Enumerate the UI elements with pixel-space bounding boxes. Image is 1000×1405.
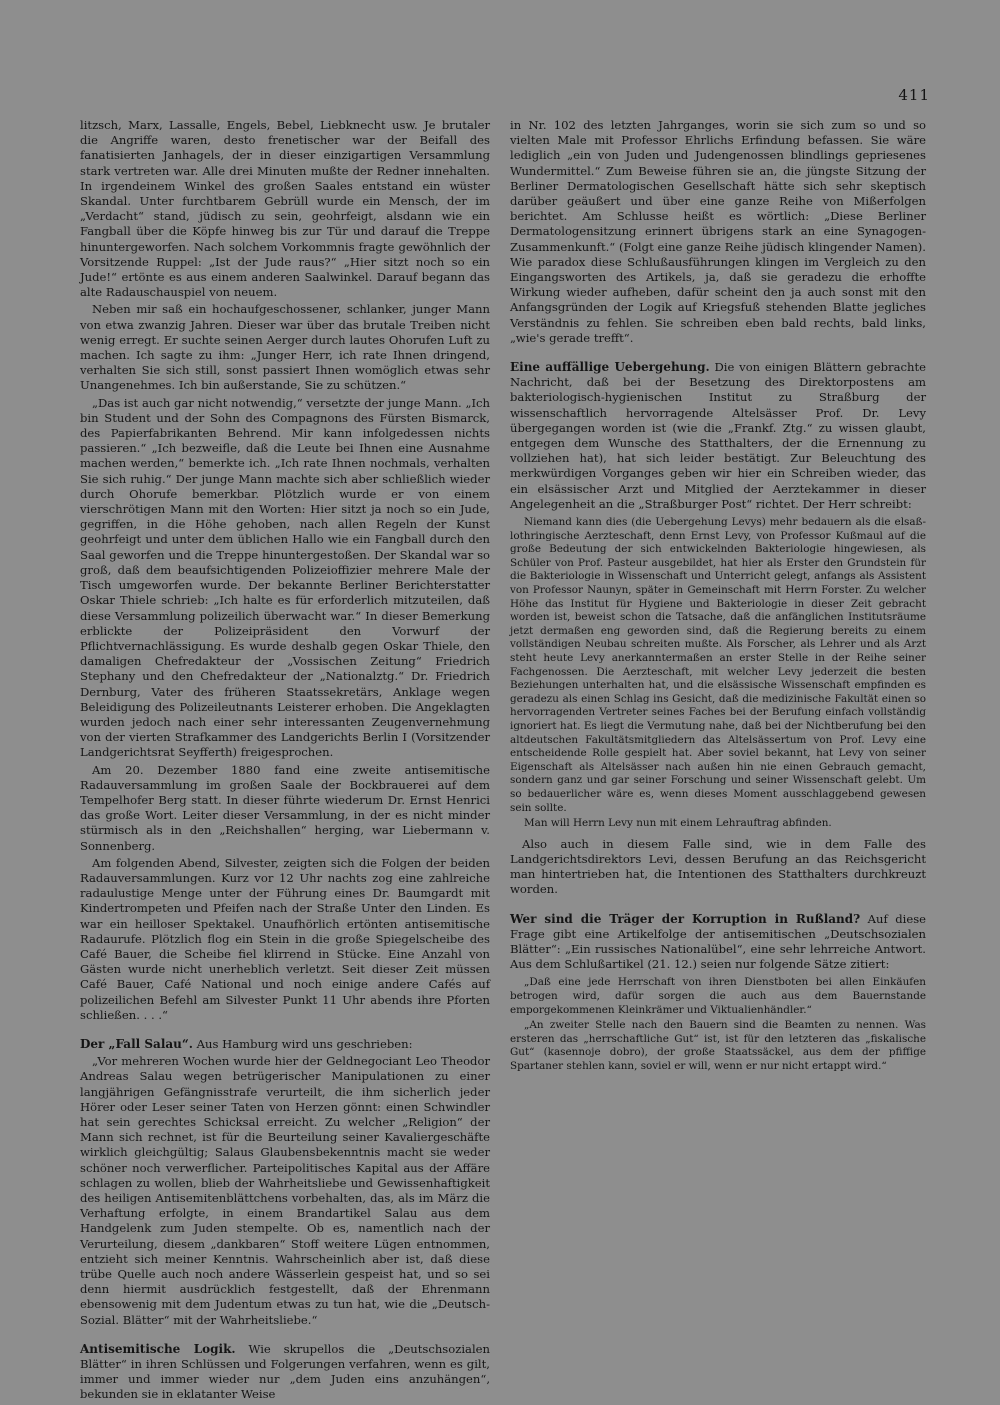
section-fall-salau (80, 1037, 490, 1328)
quote-paragraph: „An zweiter Stelle nach den Bauern sind die Beamten zu nennen. Was ersteren das „herrschaftliche Gut“ ist, ist für den letzteren das „fiskalische Gut“ (kasennoje dobro), der große Staatssäckel, aus dem der pfiffige Spartaner stehlen kann, soviel er will, wenn er nur nicht ertappt wird.“ (510, 1019, 926, 1072)
article-paragraph: Also auch in diesem Falle sind, wie in dem Falle des Landgerichtsdirektors Levi, dessen Berufung an das Reichsgericht man hintertrieben hat, die Intentionen des Statthalters durchkreuzt worden. (510, 836, 926, 897)
section-heading: Wer sind die Träger der Korruption in Rußland? (510, 911, 861, 926)
block-quote (510, 976, 926, 1073)
section-uebergehung (510, 360, 926, 898)
article-paragraph: litzsch, Marx, Lassalle, Engels, Bebel, Liebknecht usw. Je brutaler die Angriffe waren, desto frenetischer war der Beifall des fanatisierten Janhagels, der in dieser einzigartigen Versammlung stark vertreten war. Alle drei Minuten mußte der Redner innehalten. In irgendeinem Winkel des großen Saales entstand ein wüster Skandal. Unter furchtbarem Gebrüll wurde ein Mensch, der im „Verdacht“ stand, jüdisch zu sein, geohrfeigt, alsdann wie ein Fangball über die Köpfe hinweg bis zur Tür und darauf die Treppe hinuntergeworfen. Nach solchem Vorkommnis fragte gewöhnlich der Vorsitzende Ruppel: „Ist der Jude raus?“ „Hier sitzt noch so ein Jude!“ ertönte es aus einem anderen Saalwinkel. Darauf begann das alte Radauschauspiel von neuem. (80, 118, 490, 300)
left-column (80, 118, 490, 1405)
section-heading: Antisemitische Logik. (80, 1341, 236, 1356)
section-korruption (510, 912, 926, 1074)
page-number: 411 (898, 86, 930, 104)
quote-paragraph: Man will Herrn Levy nun mit einem Lehrauftrag abfinden. (524, 817, 832, 830)
quote-paragraph: Niemand kann dies (die Uebergehung Levys) mehr bedauern als die elsaß-lothringische Aerzteschaft, denn Ernst Levy, von Professor Kußmaul auf die große Bedeutung der sich entwickelnden Bakteriologie hingewiesen, als Schüler von Prof. Pasteur ausgebildet, hat hier als Erster den Grundstein für die Bakteriologie in Wissenschaft und Unterricht gelegt, anfangs als Assistent von Professor Naunyn, später in Gemeinschaft mit Herrn Forster. Zu welcher Höhe das Institut für Hygiene und Bakteriologie in dieser Zeit gebracht worden ist, beweist schon die Tatsache, daß die anfänglichen Institutsräume jetzt dermaßen eng geworden sind, daß die Regierung bereits zu einem vollständigen Neubau schreiten mußte. Als Forscher, als Lehrer und als Arzt steht heute Levy anerkanntermaßen an erster Stelle in der Reihe seiner Fachgenossen. Die Aerzteschaft, mit welcher Levy jederzeit die besten Beziehungen unterhalten hat, und die elsässische Wissenschaft empfinden es geradezu als einen Schlag ins Gesicht, daß die medizinische Fakultät einen so hervorragenden Vertreter seines Faches bei der Berufung einfach vollständig ignoriert hat. Es liegt die Vermutung nahe, daß bei der Nichtberufung bei den altdeutschen Fakultätsmitgliedern das Altelsässertum von Prof. Levy eine entscheidende Rolle gespielt hat. Aber soviel bekannt, hat Levy von seiner Eigenschaft als Altelsässer nach außen hin nie einen Gebrauch gemacht, sondern ganz und gar seiner Forschung und seiner Wissenschaft gelebt. Um so bedauerlicher wäre es, wenn dieses Moment ausschlaggebend gewesen sein sollte. (510, 516, 926, 814)
article-paragraph: Neben mir saß ein hochaufgeschossener, schlanker, junger Mann von etwa zwanzig Jahren. Dieser war über das brutale Treiben nicht wenig erregt. Er suchte seinen Aerger durch lautes Ohorufen Luft zu machen. Ich sagte zu ihm: „Junger Herr, ich rate Ihnen dringend, verhalten Sie sich still, sonst passiert Ihnen womöglich etwas sehr Unangenehmes. Ich bin außerstande, Sie zu schützen.“ (80, 302, 490, 393)
section-intro: Aus Hamburg wird uns geschrieben: (196, 1036, 413, 1051)
section-heading: Eine auffällige Uebergehung. (510, 360, 710, 375)
article-paragraph: „Das ist auch gar nicht notwendig,“ versetzte der junge Mann. „Ich bin Student und der Sohn des Compagnons des Fürsten Bismarck, des Papierfabrikanten Behrend. Mir kann infolgedessen nichts passieren.“ „Ich bezweifle, daß die Leute bei Ihnen eine Ausnahme machen werden,“ bemerkte ich. „Ich rate Ihnen nochmals, verhalten Sie sich ruhig.“ Der junge Mann machte sich aber schließlich wieder durch Ohorufe bemerkbar. Plötzlich wurde er von einem vierschrötigen Mann mit den Worten: Hier sitzt ja noch so ein Jude, gegriffen, in die Höhe gehoben, nach allen Regeln der Kunst geohrfeigt und unter dem üblichen Hallo wie ein Fangball durch den Saal geworfen und die Treppe hinuntergestoßen. Der Skandal war so groß, daß dem beaufsichtigenden Polizeioffizier mehrere Male der Tisch umgeworfen wurde. Der bekannte Berliner Berichterstatter Oskar Thiele schrieb: „Ich halte es für erforderlich mitzuteilen, daß diese Versammlung polizeilich überwacht war.“ In dieser Bemerkung erblickte der Polizeipräsident den Vorwurf der Pflichtvernachlässigung. Es wurde deshalb gegen Oskar Thiele, den damaligen Chefredakteur der „Vossischen Zeitung“ Friedrich Stephany und den Chefredakteur der „Nationalztg.“ Dr. Friedrich Dernburg, Vater des früheren Staatssekretärs, Anklage wegen Beleidigung des Polizeileutnants Leisterer erhoben. Die Angeklagten wurden jedoch nach einer sehr interessanten Zeugenvernehmung von der vierten Strafkammer des Landgerichts Berlin I (Vorsitzender Landgerichtsrat Seyfferth) freigesprochen. (80, 395, 490, 760)
article-paragraph: Wie skrupellos die „Deutschsozialen Blätter“ in ihren Schlüssen und Folgerungen verfahren, wenn es gilt, immer und immer wieder nur „dem Juden eins anzuhängen“, bekunden sie in eklatanter Weise (80, 1341, 490, 1402)
block-quote (510, 516, 926, 831)
article-paragraph: Am 20. Dezember 1880 fand eine zweite antisemitische Radauversammlung im großen Saale der Bockbrauerei auf dem Tempelhofer Berg statt. In dieser führte wiederum Dr. Ernst Henrici das große Wort. Leiter dieser Versammlung, in der es nicht minder stürmisch als in den „Reichshallen“ herging, war Liebermann v. Sonnenberg. (80, 762, 490, 853)
section-heading: Der „Fall Salau“. (80, 1036, 193, 1051)
right-column (510, 118, 926, 1080)
article-paragraph: Am folgenden Abend, Silvester, zeigten sich die Folgen der beiden Radauversammlungen. Kurz vor 12 Uhr nachts zog eine zahlreiche radaulustige Menge unter der Führung eines Dr. Baumgardt mit Kindertrompeten und Pfeifen nach der Straße Unter den Linden. Es war ein heilloser Spektakel. Unaufhörlich ertönten antisemitische Radaurufe. Plötzlich flog ein Stein in die große Spiegelscheibe des Café Bauer, die Scheibe fiel klirrend in Stücke. Eine Anzahl von Gästen wurde nicht unerheblich verletzt. Seit dieser Zeit müssen Café Bauer, Café National und noch einige andere Cafés auf polizeilichen Befehl am Silvester Punkt 11 Uhr abends ihre Pforten schließen. . . .“ (80, 855, 490, 1022)
article-paragraph: Auf diese Frage gibt eine Artikelfolge der antisemitischen „Deutschsozialen Blätter“: „Ein russisches Nationalübel“, eine sehr lehrreiche Antwort. Aus dem Schlußartikel (21. 12.) seien nur folgende Sätze zitiert: (510, 911, 927, 972)
article-paragraph: in Nr. 102 des letzten Jahrganges, worin sie sich zum so und so vielten Male mit Professor Ehrlichs Erfindung befassen. Sie wäre lediglich „ein von Juden und Judengenossen blindlings gepriesenes Wundermittel.“ Zum Beweise führen sie an, die jüngste Sitzung der Berliner Dermatologischen Gesellschaft hätte sich sehr skeptisch darüber geäußert und über eine ganze Reihe von Mißerfolgen berichtet. Am Schlusse heißt es wörtlich: „Diese Berliner Dermatologensitzung erinnert übrigens stark an eine Synagogen-Zusammenkunft.“ (Folgt eine ganze Reihe jüdisch klingender Namen). Wie paradox diese Schlußausführungen klingen im Vergleich zu den Eingangsworten des Artikels, ja, daß sie geradezu die erhoffte Wirkung wieder aufheben, dafür scheint den ja auch sonst mit den Anfangsgründen der Logik auf Kriegsfuß stehenden Blatte jegliches Verständnis zu fehlen. Sie schreiben eben bald rechts, bald links, „wie's gerade trefft“. (510, 118, 926, 345)
quote-paragraph: „Daß eine jede Herrschaft von ihren Dienstboten bei allen Einkäufen betrogen wird, dafür sorgen die auch aus dem Bauernstande emporgekommenen Kleinkrämer und Viktualienhändler.“ (510, 976, 926, 1016)
section-antisemitische-logik (80, 1342, 490, 1403)
article-paragraph: Die von einigen Blättern gebrachte Nachricht, daß bei der Besetzung des Direktorpostens am bakteriologisch-hygienischen Institut zu Straßburg der wissenschaftlich hervorragende Altelsässer Prof. Dr. Levy übergegangen worden ist (wie die „Frankf. Ztg.“ zu wissen glaubt, entgegen dem Wunsche des Statthalters, der die Ernennung zu vollziehen hat), hat sich leider bestätigt. Zur Beleuchtung des merkwürdigen Vorganges geben wir hier ein Schreiben wieder, das ein elsässischer Arzt und Mitglied der Aerztekammer in dieser Angelegenheit an die „Straßburger Post“ richtet. Der Herr schreibt: (510, 360, 926, 511)
article-paragraph: „Vor mehreren Wochen wurde hier der Geldnegociant Leo Theodor Andreas Salau wegen betrügerischer Manipulationen zu einer langjährigen Gefängnisstrafe verurteilt, die ihm sicherlich jeder Hörer oder Leser seiner Taten von Herzen gönnt: einen Schwindler hat sein gerechtes Schicksal erreicht. Zu welcher „Religion“ der Mann sich rechnet, ist für die Beurteilung seiner Kavaliergeschäfte wirklich gleichgültig; Salaus Glaubensbekenntnis macht sie weder schöner noch verwerflicher. Parteipolitisches Kapital aus der Affäre schlagen zu wollen, blieb der Wahrheitsliebe und Gewissenhaftigkeit des heiligen Antisemitenblättchens vorbehalten, das, als im März die Verhaftung erfolgte, in einem Brandartikel Salau aus dem Handgelenk zum Juden stempelte. Ob es, namentlich nach der Verurteilung, diesem „dankbaren“ Stoff weitere Lügen entnommen, entzieht sich meiner Kenntnis. Wahrscheinlich aber ist, daß diese trübe Quelle auch noch andere Wässerlein gespeist hat, und so sei denn hiermit ausdrücklich festgestellt, daß der Ehrenmann ebensowenig mit dem Judentum etwas zu tun hat, wie die „Deutsch-Sozial. Blätter“ mit der Wahrheitsliebe.“ (80, 1054, 490, 1327)
